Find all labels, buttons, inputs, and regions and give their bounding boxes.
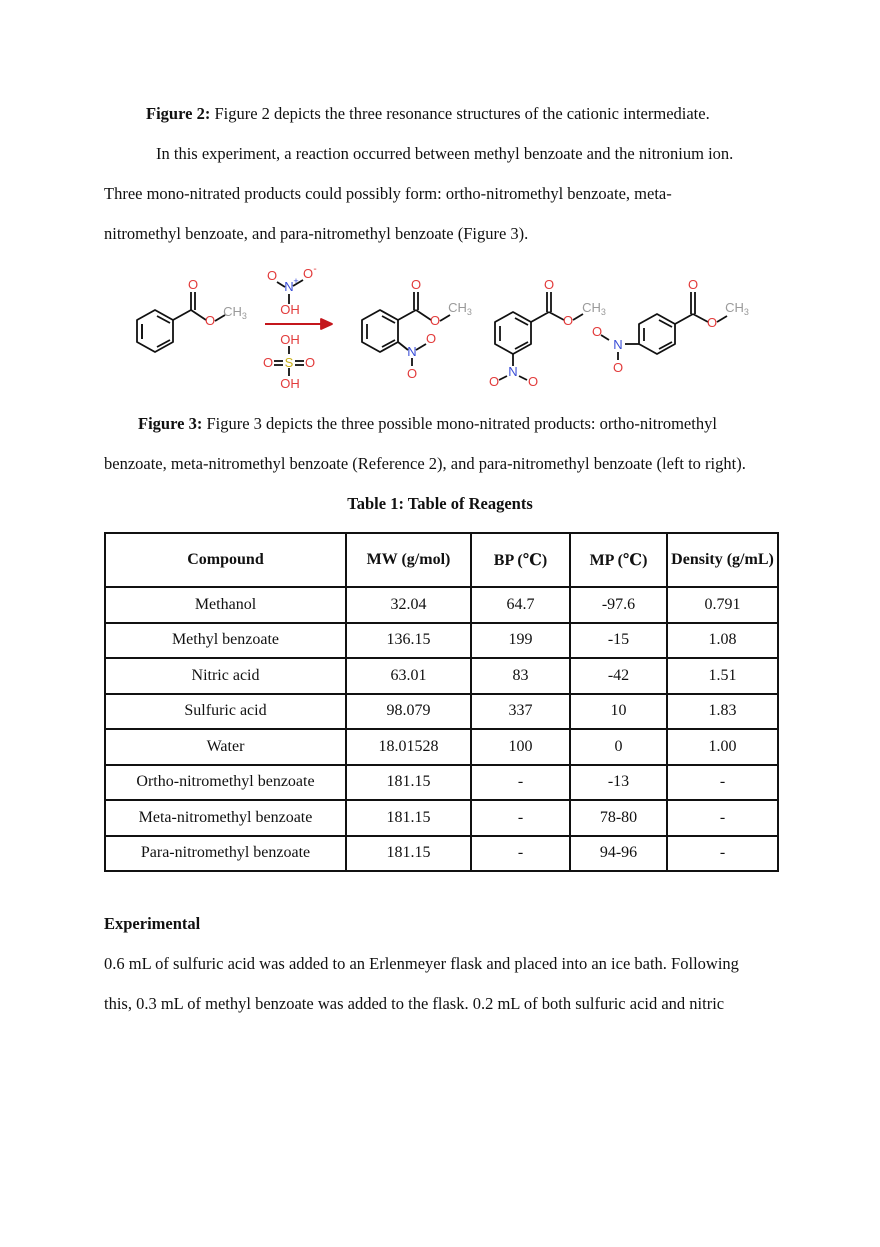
table-header-row (105, 533, 778, 587)
table-cell: - (471, 800, 570, 836)
svg-text:N: N (613, 337, 623, 352)
table-cell: 10 (570, 694, 667, 730)
table-cell: Nitric acid (105, 658, 346, 694)
table-cell: 100 (471, 729, 570, 765)
table-cell: Para-nitromethyl benzoate (105, 836, 346, 872)
figure-3-text-1: Figure 3 depicts the three possible mono-nitrated products: ortho-nitromethyl (206, 414, 717, 433)
table-cell: - (667, 800, 778, 836)
svg-text:O: O (591, 324, 603, 339)
table-row (105, 729, 778, 765)
svg-text:O: O (687, 277, 699, 292)
svg-text:OH: OH (280, 376, 300, 391)
table-cell: 64.7 (471, 587, 570, 623)
column-header: Compound (105, 533, 346, 587)
table-cell: 18.01528 (346, 729, 471, 765)
table-row (105, 800, 778, 836)
reagents-table (104, 532, 779, 872)
table-cell: 63.01 (346, 658, 471, 694)
svg-text:O: O (612, 360, 624, 375)
experimental-heading: Experimental (104, 914, 201, 933)
figure-3-caption (138, 414, 717, 434)
table-cell: Methyl benzoate (105, 623, 346, 659)
svg-text:N: N (508, 364, 518, 379)
table-cell: Water (105, 729, 346, 765)
svg-text:-: - (313, 264, 317, 275)
table-row (105, 694, 778, 730)
svg-text:OH: OH (280, 332, 300, 347)
svg-text:O: O (266, 268, 278, 283)
table-cell: 0.791 (667, 587, 778, 623)
intro-line-1: In this experiment, a reaction occurred between methyl benzoate and the nitronium ion. (156, 144, 734, 163)
figure-2-label: Figure 2: (146, 104, 211, 123)
table-row (105, 765, 778, 801)
svg-text:O: O (410, 277, 422, 292)
figure-3-text-2: benzoate, meta-nitromethyl benzoate (Reference 2), and para-nitromethyl benzoate (left to right). (104, 454, 746, 473)
svg-text:O: O (488, 374, 500, 389)
svg-text:O: O (527, 374, 539, 389)
column-header: Density (g/mL) (667, 533, 778, 587)
svg-text:+: + (293, 276, 299, 286)
experimental-line-1: 0.6 mL of sulfuric acid was added to an Erlenmeyer flask and placed into an ice bath. Following (104, 954, 739, 973)
svg-text:O: O (302, 266, 314, 281)
table-cell: 136.15 (346, 623, 471, 659)
column-header: MP (℃) (570, 533, 667, 587)
column-header: MW (g/mol) (346, 533, 471, 587)
table-cell: 199 (471, 623, 570, 659)
table-cell: 98.079 (346, 694, 471, 730)
intro-line-2: Three mono-nitrated products could possibly form: ortho-nitromethyl benzoate, meta- (104, 184, 672, 203)
table-cell: 0 (570, 729, 667, 765)
table-row (105, 836, 778, 872)
table-cell: 337 (471, 694, 570, 730)
svg-text:CH3: $CH_3$ (223, 304, 247, 321)
table-cell: Methanol (105, 587, 346, 623)
figure-2-text: Figure 2 depicts the three resonance structures of the cationic intermediate. (214, 104, 710, 123)
table-cell: -42 (570, 658, 667, 694)
svg-text:O: O (262, 355, 274, 370)
table-cell: -15 (570, 623, 667, 659)
svg-text:CH3: $CH_3$ (582, 300, 606, 317)
ortho-product-structure (362, 292, 450, 366)
table-row (105, 658, 778, 694)
svg-text:N: N (407, 344, 417, 359)
table-cell: - (471, 765, 570, 801)
svg-text:O: O (562, 313, 574, 328)
table-cell: Sulfuric acid (105, 694, 346, 730)
svg-text:N: N (284, 279, 294, 294)
svg-text:O: O (406, 366, 418, 381)
table-cell: 181.15 (346, 765, 471, 801)
svg-text:O: O (425, 331, 437, 346)
table-caption: Table 1: Table of Reagents (347, 494, 533, 513)
table-cell: 94-96 (570, 836, 667, 872)
table-cell: 181.15 (346, 836, 471, 872)
svg-text:CH3: $CH_3$ (725, 300, 749, 317)
figure-3-label: Figure 3: (138, 414, 203, 433)
experimental-line-2: this, 0.3 mL of methyl benzoate was added to the flask. 0.2 mL of both sulfuric acid and nitric (104, 994, 725, 1013)
table-cell: 78-80 (570, 800, 667, 836)
table-cell: Ortho-nitromethyl benzoate (105, 765, 346, 801)
table-cell: -13 (570, 765, 667, 801)
svg-text:OH: OH (280, 302, 300, 317)
nitration-reaction-scheme (125, 258, 765, 400)
table-cell: 181.15 (346, 800, 471, 836)
svg-text:O: O (187, 277, 199, 292)
table-cell: 83 (471, 658, 570, 694)
table-cell: Meta-nitromethyl benzoate (105, 800, 346, 836)
table-cell: - (471, 836, 570, 872)
table-cell: 1.00 (667, 729, 778, 765)
svg-text:O: O (304, 355, 316, 370)
table-cell: -97.6 (570, 587, 667, 623)
column-header: BP (℃) (471, 533, 570, 587)
svg-text:O: O (706, 315, 718, 330)
table-cell: 1.83 (667, 694, 778, 730)
table-cell: 1.08 (667, 623, 778, 659)
intro-line-3: nitromethyl benzoate, and para-nitromethyl benzoate (Figure 3). (104, 224, 529, 243)
svg-text:O: O (204, 313, 216, 328)
svg-text:S: S (284, 355, 294, 370)
table-cell: 1.51 (667, 658, 778, 694)
svg-text:O: O (429, 313, 441, 328)
table-cell: - (667, 765, 778, 801)
table-row (105, 587, 778, 623)
svg-text:CH3: $CH_3$ (448, 300, 472, 317)
table-row (105, 623, 778, 659)
figure-2-caption (146, 104, 710, 124)
table-cell: 32.04 (346, 587, 471, 623)
svg-text:O: O (543, 277, 555, 292)
table-cell: - (667, 836, 778, 872)
